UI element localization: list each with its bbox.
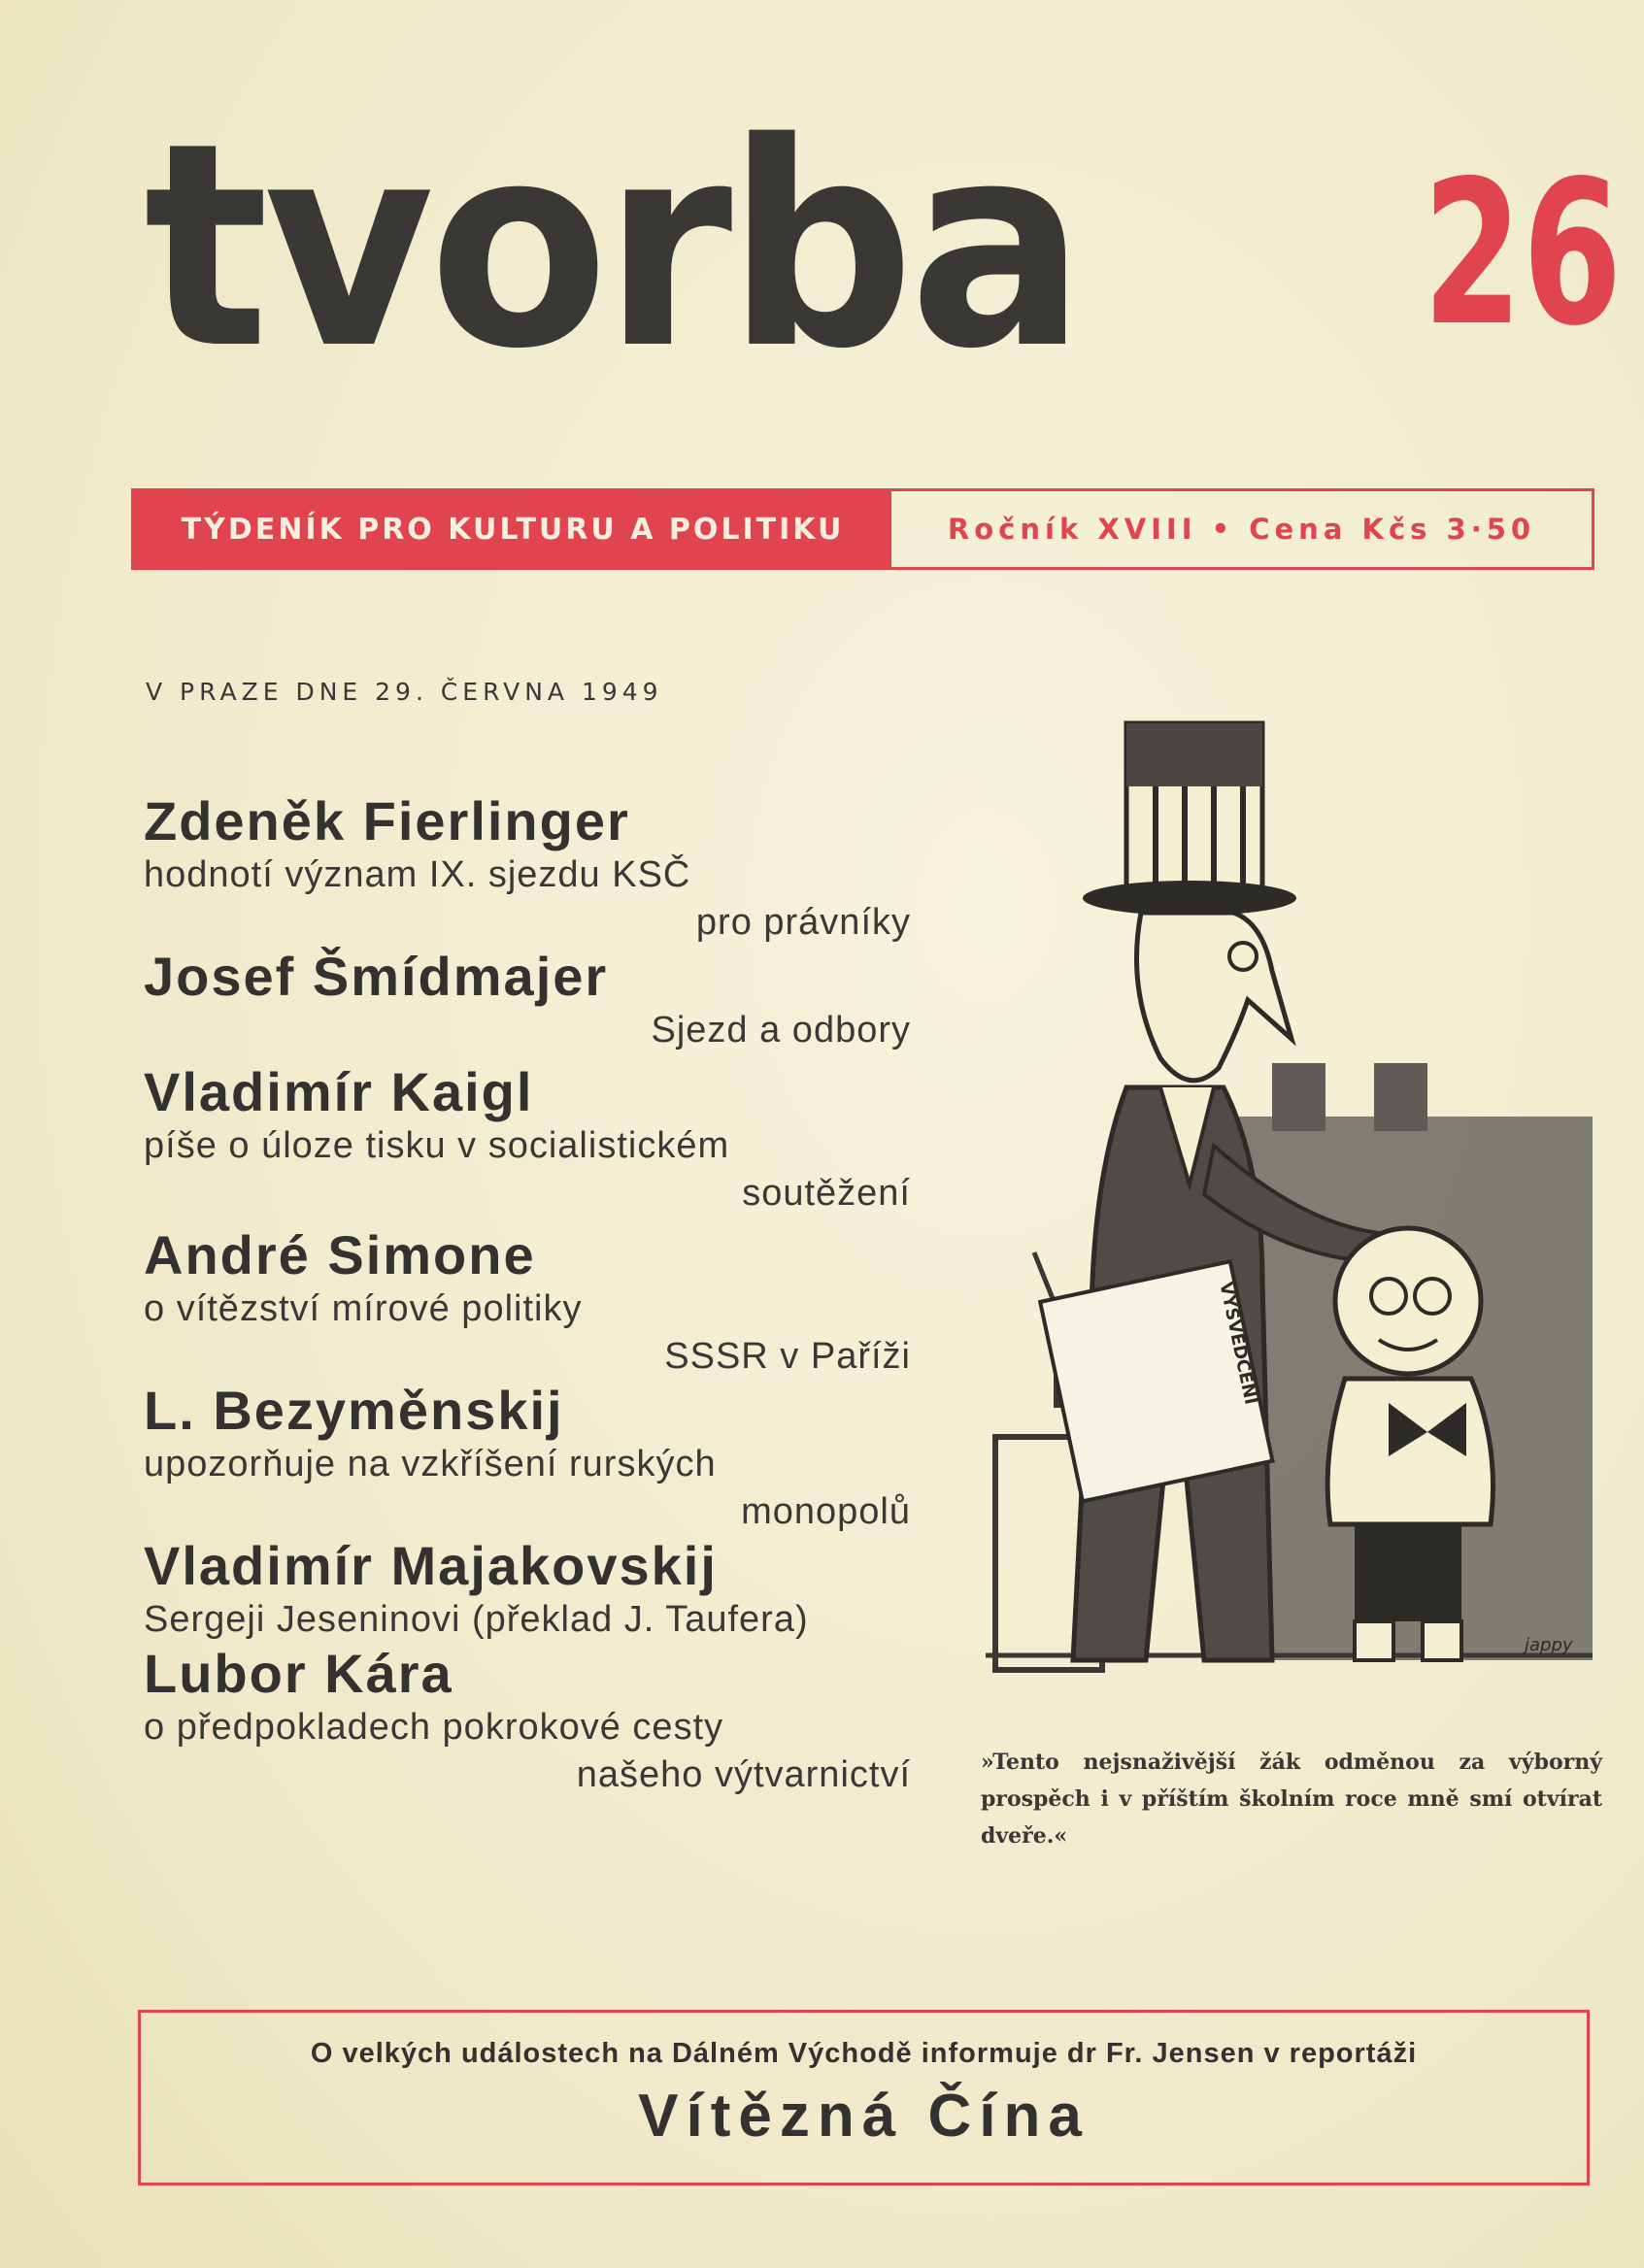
bottom-announcement-box: [138, 2010, 1590, 2185]
contents-entry: [144, 791, 921, 947]
contents-entry: [144, 1644, 921, 1799]
masthead-title: tvorba: [144, 83, 1081, 411]
certificate-sheet: [1040, 1261, 1274, 1501]
artist-signature: jappy: [1525, 1635, 1573, 1655]
entry-topic-line1: upozorňuje na vzkříšení rurských: [144, 1444, 717, 1484]
entry-topic-line2: SSSR v Paříži: [664, 1336, 911, 1377]
contents-list: [144, 791, 921, 1799]
contents-entry: [144, 1381, 921, 1536]
masthead-banner: [131, 488, 1594, 570]
announcement-line: O velkých událostech na Dálném Východě informuje dr Fr. Jensen v reportáži: [310, 2038, 1418, 2069]
contents-entry: [144, 1536, 921, 1644]
contents-entry: [144, 1225, 921, 1381]
entry-topic-line2: Sjezd a odbory: [651, 1010, 911, 1051]
entry-author: Vladimír Majakovskij: [144, 1535, 718, 1596]
issue-number: 26: [1423, 139, 1623, 370]
announcement-title: Vítězná Čína: [638, 2083, 1090, 2150]
entry-topic-line2: soutěžení: [742, 1173, 911, 1214]
cartoon-caption: »Tento nejsnaživější žák odměnou za výborný prospěch i v příštím školním roce mně smí otvírat dveře.«: [981, 1750, 1602, 1849]
banner-volume-price: Ročník XVIII • Cena Kčs 3·50: [947, 513, 1536, 546]
entry-topic-line2: pro právníky: [695, 902, 911, 943]
entry-author: Vladimír Kaigl: [144, 1061, 534, 1122]
entry-topic-line2: našeho výtvarnictví: [576, 1754, 911, 1795]
entry-topic-line1: o předpokladech pokrokové cesty: [144, 1707, 724, 1748]
entry-author: Josef Šmídmajer: [144, 946, 609, 1007]
entry-author: Lubor Kára: [144, 1643, 453, 1704]
entry-topic-line2: monopolů: [741, 1491, 911, 1532]
banner-subtitle: TÝDENÍK PRO KULTURU A POLITIKU: [134, 491, 891, 567]
entry-author: L. Bezyměnskij: [144, 1380, 564, 1441]
entry-author: Zdeněk Fierlinger: [144, 790, 630, 851]
contents-entry: [144, 1062, 921, 1217]
entry-topic-line1: o vítězství mírové politiky: [144, 1288, 583, 1329]
dateline: V PRAZE DNE 29. ČERVNA 1949: [146, 678, 663, 706]
entry-topic-line1: Sergeji Jeseninovi (překlad J. Taufera): [144, 1599, 809, 1640]
entry-topic-line1: píše o úloze tisku v socialistickém: [144, 1125, 730, 1166]
entry-author: André Simone: [144, 1224, 536, 1285]
entry-topic-line1: hodnotí význam IX. sjezdu KSČ: [144, 854, 691, 895]
contents-entry: [144, 947, 921, 1054]
cartoon-illustration: [981, 680, 1602, 1714]
certificate-label: VYSVĚDČENÍ: [1215, 1280, 1261, 1407]
